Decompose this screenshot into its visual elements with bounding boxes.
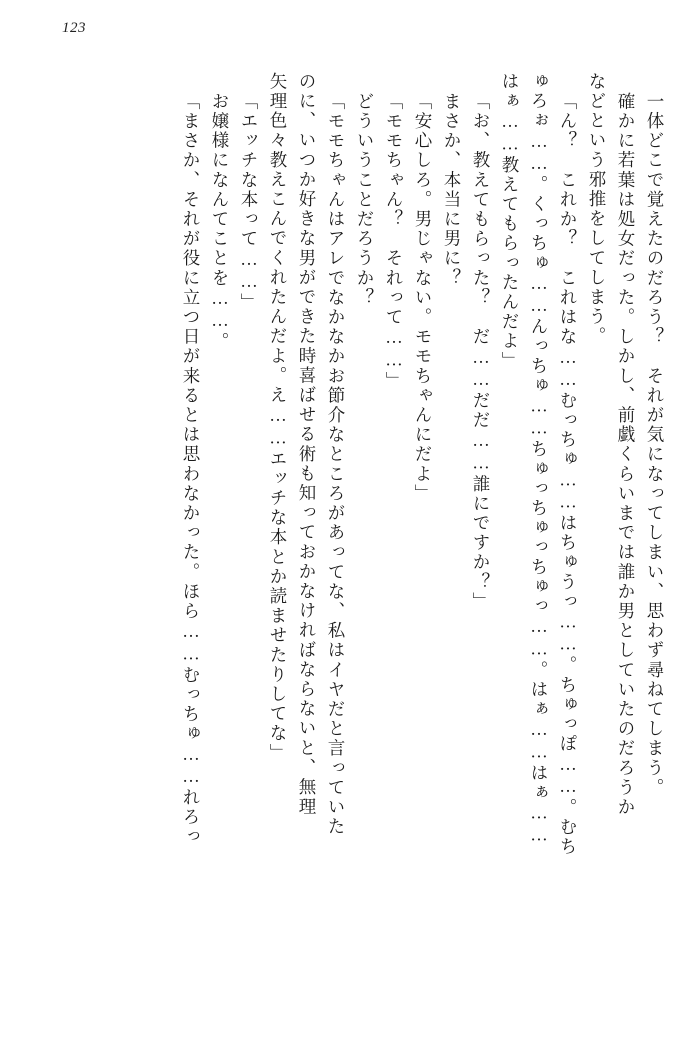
text-line: 「お、教えてもらった？ だ……だだ……誰にですか？」 xyxy=(471,92,491,612)
text-line: 「安心しろ。男じゃない。モモちゃんにだよ」 xyxy=(413,92,433,504)
text-line: まさか、本当に男に？ xyxy=(442,92,462,288)
text-line: 「まさか、それが役に立つ日が来るとは思わなかった。ほら……むっちゅ……れろっ xyxy=(181,92,201,847)
text-line: どういうことだろうか？ xyxy=(355,92,375,308)
text-line: 「ん？ これか？ これはな……むっちゅ……はちゅうっ……。ちゅっぽ……。むち xyxy=(558,92,578,857)
text-line: のに、いつか好きな男ができた時喜ばせる術も知っておかなければならないと、無理 xyxy=(297,72,317,817)
text-line: 「モモちゃんはアレでなかなかお節介なところがあってな、私はイヤだと言っていた xyxy=(326,92,346,837)
text-line: 確かに若葉は処女だった。しかし、前戯くらいまでは誰か男としていたのだろうか xyxy=(616,92,636,818)
text-line: 矢理色々教えこんでくれたんだよ。え……エッチな本とか読ませたりしてな」 xyxy=(268,72,288,763)
text-line: 「モモちゃん？ それって……」 xyxy=(384,92,404,391)
text-line: お嬢様になんてことを……。 xyxy=(210,92,230,352)
vertical-text-body xyxy=(28,72,663,1022)
text-line: ゅろぉ……。くっちゅ……んっちゅ……ちゅっちゅっちゅっ……。はぁ……はぁ…… xyxy=(529,72,549,847)
page-number: 123 xyxy=(62,20,86,36)
text-line: はぁ……教えてもらったんだよ」 xyxy=(500,72,520,371)
text-line: 「エッチな本って……」 xyxy=(239,92,259,313)
text-line: などという邪推をしてしまう。 xyxy=(587,72,607,347)
text-line: 一体どこで覚えたのだろう？ それが気になってしまい、思わず尋ねてしまう。 xyxy=(645,92,665,798)
